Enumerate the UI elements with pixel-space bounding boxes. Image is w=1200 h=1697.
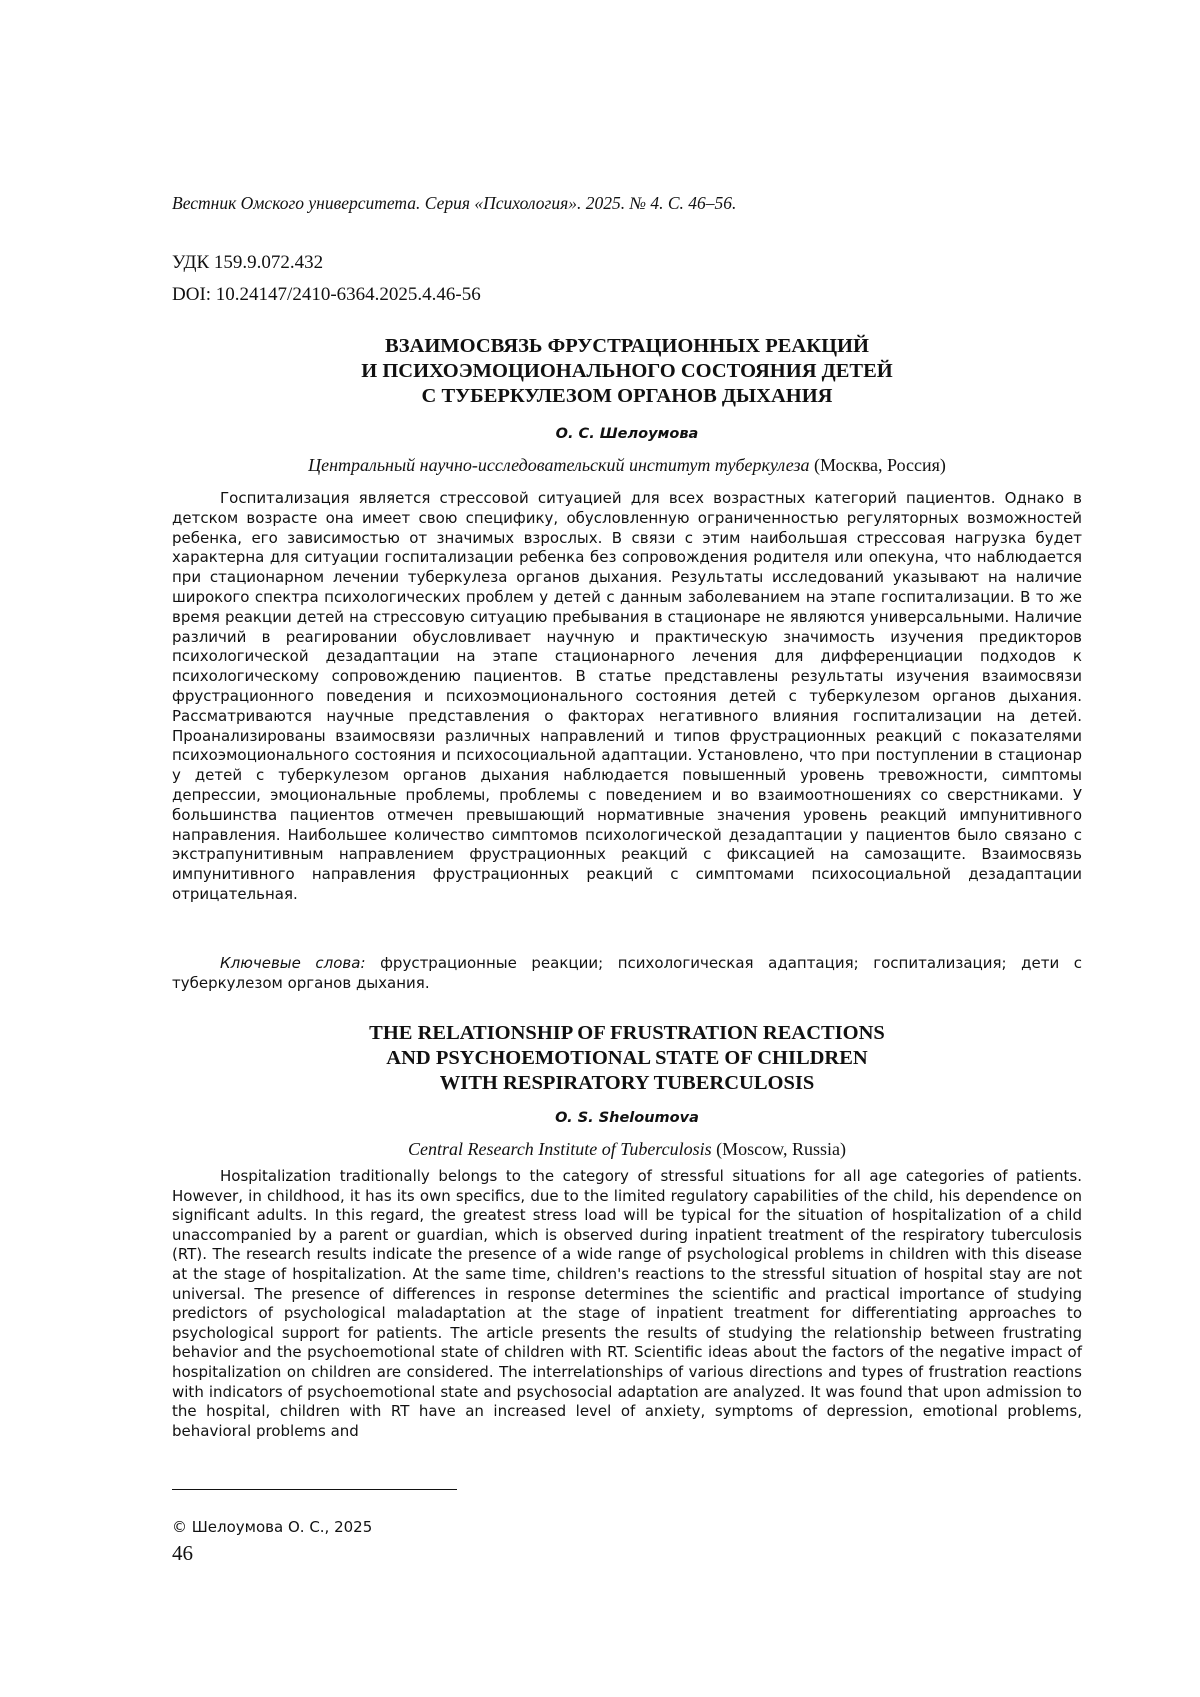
author-en: O. S. Sheloumova [555,1110,699,1126]
doi-identifier: DOI: 10.24147/2410-6364.2025.4.46-56 [172,284,481,305]
page-number: 46 [172,1541,193,1565]
footnote-divider [172,1489,457,1490]
affiliation-ru-location: (Москва, Россия) [814,455,946,475]
copyright-notice: © Шелоумова О. С., 2025 [172,1518,373,1536]
title-en-line: AND PSYCHOEMOTIONAL STATE OF CHILDREN [386,1047,868,1069]
abstract-en: Hospitalization traditionally belongs to the category of stressful situations for all age categories of patients. However, in childhood, it has its own specifics, due to the limited regulatory capabilities of the child, his dependence on significant adults. In this regard, the greatest stress load will be typical for the situation of hospitalization of a child unaccompanied by a parent or guardian, which is observed during inpatient treatment of the respiratory tuberculosis (RT). The research results indicate the presence of a wide range of psychological problems in children with this disease at the stage of hospitalization. At the same time, children's reactions to the stressful situation of hospital stay are not universal. The presence of differences in response determines the scientific and practical importance of studying predictors of psychological maladaptation at the stage of inpatient treatment for differentiating approaches to psychological support for patients. The article presents the results of studying the relationship between frustrating behavior and the psychoemotional state of children with RT. Scientific ideas about the factors of the negative impact of hospitalization on children are considered. The interrelationships of various directions and types of frustration reactions with indicators of psychoemotional state and psychosocial adaptation are analyzed. It was found that upon admission to the hospital, children with RT have an increased level of anxiety, symptoms of depression, emotional problems, behavioral problems and [172,1167,1082,1440]
article-title-ru [172,334,1082,409]
title-ru-line: С ТУБЕРКУЛЕЗОМ ОРГАНОВ ДЫХАНИЯ [421,385,833,407]
abstract-ru: Госпитализация является стрессовой ситуацией для всех возрастных категорий пациентов. Однако в детском возрасте она имеет свою специфику, обусловленную ограниченностью регуляторных возможностей ребенка, его зависимостью от значимых взрослых. В связи с этим наибольшая стрессовая нагрузка будет характерна для ситуации госпитализации ребенка без сопровождения родителя или опекуна, что наблюдается при стационарном лечении туберкулеза органов дыхания. Результаты исследований указывают на наличие широкого спектра психологических проблем у детей с данным заболеванием на этапе госпитализации. В то же время реакции детей на стрессовую ситуацию пребывания в стационаре не являются универсальными. Наличие различий в реагировании обусловливает научную и практическую значимость изучения предикторов психологической дезадаптации на этапе стационарного лечения для дифференциации подходов к психологическому сопровождению пациентов. В статье представлены результаты изучения взаимосвязи фрустрационного поведения и психоэмоционального состояния детей с туберкулезом органов дыхания. Рассматриваются научные представления о факторах негативного влияния госпитализации на детей. Проанализированы взаимосвязи различных направлений и типов фрустрационных реакций с показателями психоэмоционального состояния и психосоциальной адаптации. Установлено, что при поступлении в стационар у детей с туберкулезом органов дыхания наблюдается повышенный уровень тревожности, симптомы депрессии, эмоциональные проблемы, проблемы с поведением и во взаимоотношениях со сверстниками. У большинства пациентов отмечен превышающий нормативные значения уровень реакций импунитивного направления. Наибольшее количество симптомов психологической дезадаптации у пациентов было связано с экстрапунитивным направлением фрустрационных реакций с фиксацией на самозащите. Взаимосвязь импунитивного направления фрустрационных реакций с симптомами психосоциальной дезадаптации отрицательная. [172,489,1082,903]
affiliation-ru-institute: Центральный научно-исследовательский институт туберкулеза [308,455,810,475]
keywords-list: фрустрационные реакции; психологическая адаптация; госпитализация; дети с туберкулезом органов дыхания. [172,954,1082,992]
keywords-ru [172,954,1082,994]
title-en-line: THE RELATIONSHIP OF FRUSTRATION REACTIONS [369,1022,885,1044]
keywords-label: Ключевые слова: [220,954,366,972]
title-en-line: WITH RESPIRATORY TUBERCULOSIS [439,1072,815,1094]
affiliation-en-location: (Moscow, Russia) [716,1139,846,1159]
journal-citation: Вестник Омского университета. Серия «Психология». 2025. № 4. С. 46–56. [172,193,737,213]
title-ru-line: ВЗАИМОСВЯЗЬ ФРУСТРАЦИОННЫХ РЕАКЦИЙ [385,335,869,357]
journal-page [172,0,1082,1697]
udk-code: УДК 159.9.072.432 [172,252,324,273]
article-title-en [172,1021,1082,1096]
affiliation-ru [172,455,1082,476]
author-ru: О. С. Шелоумова [555,426,699,442]
affiliation-en-institute: Central Research Institute of Tuberculosis [408,1139,712,1159]
title-ru-line: И ПСИХОЭМОЦИОНАЛЬНОГО СОСТОЯНИЯ ДЕТЕЙ [361,360,893,382]
affiliation-en [172,1139,1082,1160]
